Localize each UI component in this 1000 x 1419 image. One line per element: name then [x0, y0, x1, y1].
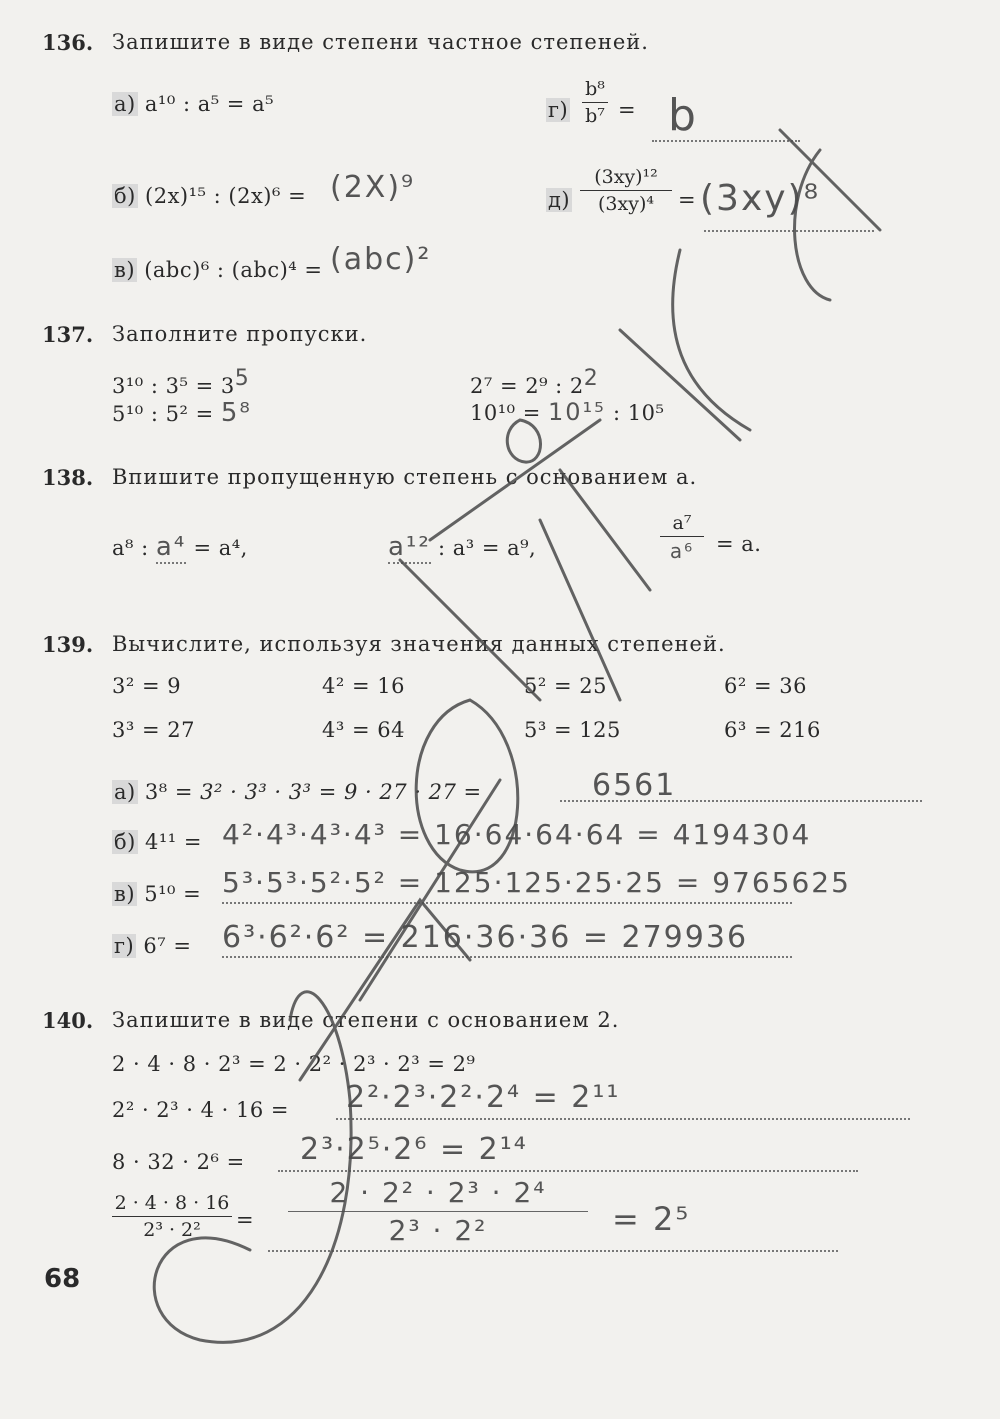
ex139-v-answer: 5³·5³·5²·5² = 125·125·25·25 = 9765625	[222, 866, 851, 899]
ex137-row1-right-answer: 2	[583, 366, 600, 391]
ex137-row2-right-answer: 10¹⁵	[548, 398, 606, 426]
scribble-small-o	[507, 420, 540, 462]
ex137-row1-left: 3¹⁰ : 3⁵ = 35	[112, 366, 251, 398]
ex140-row2: 2² · 2³ · 4 · 16 =	[112, 1098, 289, 1122]
scribble-letter-o	[416, 700, 518, 872]
ex136-a-label: а)	[114, 92, 136, 116]
ex140-title: Запишите в виде степени с основанием 2.	[112, 1008, 620, 1032]
ex138-e3-tail: = a.	[716, 532, 762, 556]
ex139-b: б) 4¹¹ =	[114, 830, 202, 854]
ex137-row2-right: 10¹⁰ = 10¹⁵ : 10⁵	[470, 398, 665, 426]
ex139-g-answer: 6³·6²·6² = 216·36·36 = 279936	[222, 920, 749, 955]
ex140-row4-work-num: 2 · 2² · 2³ · 2⁴	[329, 1176, 547, 1209]
ex136-d-den: (3xy)⁴	[598, 193, 654, 215]
ex139-number: 139.	[42, 632, 94, 657]
ex138-e3-den: a⁶	[669, 539, 695, 563]
ex139-power-2: 5² = 25	[524, 674, 607, 698]
scribble-stroke-1	[620, 330, 740, 440]
ex139-power-1: 4² = 16	[322, 674, 405, 698]
scribble-letter-k1	[400, 560, 540, 700]
scribble-stroke-4	[795, 150, 830, 300]
ex139-a-answer: 6561	[592, 768, 677, 803]
scribble-letter-c	[154, 992, 351, 1343]
ex136-a-expr: a¹⁰ : a⁵ =	[144, 92, 245, 116]
ex137-title: Заполните пропуски.	[112, 322, 368, 346]
scribble-letter-p1	[300, 900, 470, 1080]
ex136-d-label: д)	[548, 188, 571, 212]
ex140-row3: 8 · 32 · 2⁶ =	[112, 1150, 245, 1174]
ex139-power-5: 4³ = 64	[322, 718, 405, 742]
ex136-b-expr: (2x)¹⁵ : (2x)⁶ =	[145, 184, 307, 208]
ex138-e3-num: a⁷	[672, 512, 692, 534]
ex136-b-answer: (2X)⁹	[330, 170, 416, 205]
ex136-title: Запишите в виде степени частное степеней.	[112, 30, 649, 54]
ex140-row3-answer: 2³·2⁵·2⁶ = 2¹⁴	[300, 1132, 528, 1167]
ex139-power-6: 5³ = 125	[524, 718, 621, 742]
ex136-b-label: б)	[114, 184, 136, 208]
ex140-row4-answer: = 2⁵	[612, 1200, 691, 1238]
ex139-power-7: 6³ = 216	[724, 718, 821, 742]
ex136-g-answer: b	[668, 90, 698, 141]
ex138-e1-answer: a⁴	[155, 532, 187, 562]
ex139-b-answer: 4²·4³·4³·4³ = 16·64·64·64 = 4194304	[222, 818, 812, 851]
ex140-row1: 2 · 4 · 8 · 2³ = 2 · 2² · 2³ · 2³ = 2⁹	[112, 1052, 476, 1076]
ex139-power-0: 3² = 9	[112, 674, 182, 698]
ex136-number: 136.	[42, 30, 94, 55]
page-number: 68	[44, 1264, 81, 1294]
scribble-stroke-2	[673, 250, 750, 430]
ex140-row4-den: 2³ · 2²	[143, 1219, 201, 1241]
ex138-e2-answer: a¹²	[388, 532, 431, 562]
ex139-power-4: 3³ = 27	[112, 718, 195, 742]
ex136-g-den: b⁷	[585, 105, 605, 127]
ex139-v: в) 5¹⁰ =	[114, 882, 202, 906]
ex138-expr2: a¹² : a³ = a⁹,	[388, 532, 537, 562]
scribble-letter-k2	[540, 520, 620, 700]
ex140-row4-eq: =	[236, 1208, 255, 1232]
scribble-letter-p2	[360, 780, 500, 1000]
ex136-g-label: г)	[548, 98, 569, 122]
ex136-d-answer: (3xy)⁸	[700, 178, 821, 219]
ex140-row4-num: 2 · 4 · 8 · 16	[114, 1192, 230, 1214]
ex139-title: Вычислите, используя значения данных степеней.	[112, 632, 726, 656]
ex136-v-answer: (abc)²	[330, 242, 432, 277]
ex137-number: 137.	[42, 322, 94, 347]
ex139-a-printed: 3² · 3³ · 3³ = 9 · 27 · 27 =	[200, 780, 482, 804]
ex137-row1-left-answer: 5	[234, 366, 251, 391]
scribble-stroke-5	[560, 470, 650, 590]
scribble-letter-k3	[430, 420, 600, 540]
ex139-g: г) 6⁷ =	[114, 934, 192, 958]
ex140-number: 140.	[42, 1008, 94, 1033]
ex136-g-eq: =	[618, 98, 637, 122]
ex136-a-answer: a⁵	[252, 92, 275, 116]
ex136-g-num: b⁸	[585, 78, 605, 100]
ex139-a: а) 3⁸ = 3² · 3³ · 3³ = 9 · 27 · 27 =	[114, 780, 482, 804]
ex140-row2-answer: 2²·2³·2²·2⁴ = 2¹¹	[346, 1080, 621, 1115]
ex136-v-label: в)	[114, 258, 136, 282]
ex136-d-num: (3xy)¹²	[594, 166, 658, 188]
ex137-row1-right: 2⁷ = 2⁹ : 22	[470, 366, 600, 398]
ex138-number: 138.	[42, 465, 94, 490]
ex137-row2-left-answer: 5⁸	[220, 398, 252, 428]
ex139-power-3: 6² = 36	[724, 674, 807, 698]
ex136-v-expr: (abc)⁶ : (abc)⁴ =	[144, 258, 323, 282]
ex138-title: Впишите пропущенную степень с основанием a.	[112, 465, 698, 489]
ex136-d-eq: =	[678, 188, 697, 212]
ex138-expr1: a⁸ : a⁴ = a⁴,	[112, 532, 248, 562]
ex140-row4-work-den: 2³ · 2²	[388, 1214, 488, 1247]
ex137-row2-left: 5¹⁰ : 5² = 5⁸	[112, 398, 252, 428]
